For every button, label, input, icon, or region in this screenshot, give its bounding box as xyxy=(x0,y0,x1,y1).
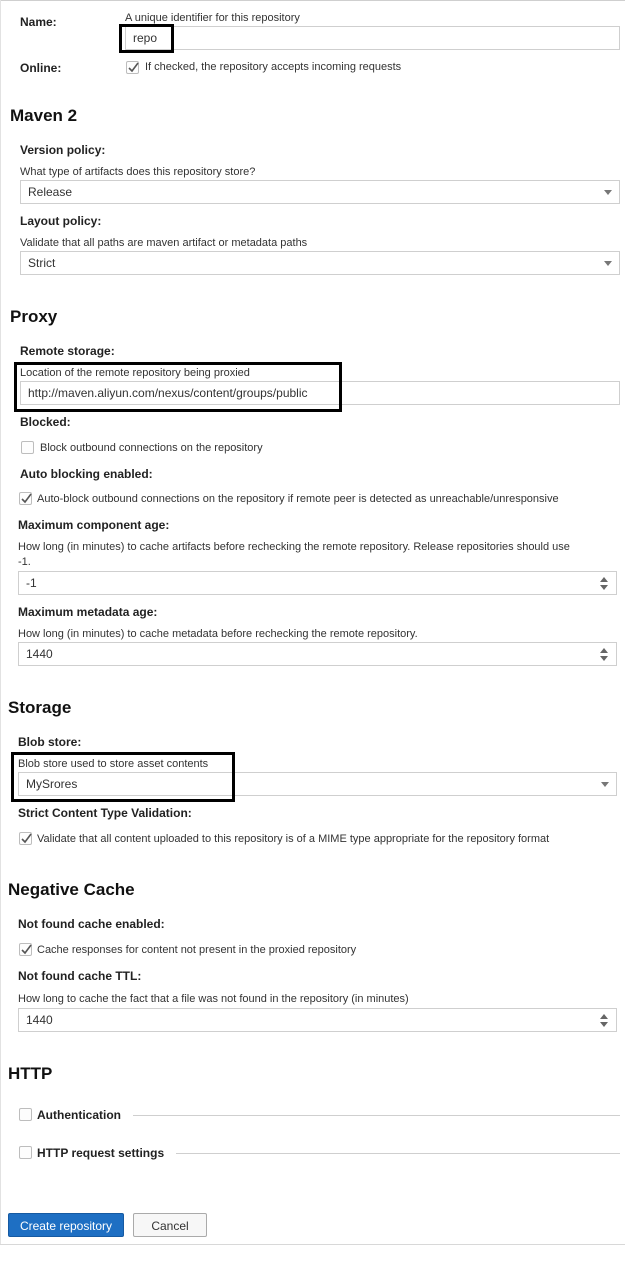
auto-blocking-label: Auto blocking enabled: xyxy=(20,467,153,481)
max-metadata-age-help: How long (in minutes) to cache metadata before rechecking the remote repository. xyxy=(18,628,418,640)
not-found-cache-label: Not found cache enabled: xyxy=(18,917,165,931)
top-border xyxy=(0,0,625,1)
spin-down-icon[interactable] xyxy=(600,1022,608,1027)
remote-storage-input[interactable]: http://maven.aliyun.com/nexus/content/groups/public xyxy=(20,381,620,405)
not-found-ttl-input[interactable] xyxy=(18,1008,617,1032)
spin-up-icon[interactable] xyxy=(600,648,608,653)
name-label: Name: xyxy=(20,15,57,29)
version-policy-label: Version policy: xyxy=(20,143,106,157)
not-found-ttl-label: Not found cache TTL: xyxy=(18,969,142,983)
version-policy-help: What type of artifacts does this repository store? xyxy=(20,166,256,178)
max-metadata-age-label: Maximum metadata age: xyxy=(18,605,158,619)
layout-policy-help: Validate that all paths are maven artifact or metadata paths xyxy=(20,237,308,249)
online-label: Online: xyxy=(20,61,62,75)
section-proxy: Proxy xyxy=(10,307,58,326)
name-help: A unique identifier for this repository xyxy=(125,12,300,24)
chevron-down-icon xyxy=(604,261,612,266)
strict-content-checkbox[interactable] xyxy=(19,832,32,845)
section-http: HTTP xyxy=(8,1064,53,1083)
strict-content-label: Strict Content Type Validation: xyxy=(18,806,192,820)
max-metadata-age-input[interactable] xyxy=(18,642,617,666)
spin-down-icon[interactable] xyxy=(600,585,608,590)
not-found-cache-text: Cache responses for content not present in the proxied repository xyxy=(37,944,357,956)
auto-blocking-checkbox[interactable] xyxy=(19,492,32,505)
layout-policy-select[interactable] xyxy=(20,251,620,275)
name-input[interactable]: repo xyxy=(125,26,620,50)
max-component-age-help-cont: -1. xyxy=(18,556,31,568)
check-icon xyxy=(127,61,140,74)
remote-storage-label: Remote storage: xyxy=(20,344,115,358)
not-found-cache-checkbox[interactable] xyxy=(19,943,32,956)
chevron-down-icon xyxy=(604,190,612,195)
remote-storage-help: Location of the remote repository being proxied xyxy=(20,367,250,379)
version-policy-value: Release xyxy=(28,185,73,199)
fieldset-divider xyxy=(176,1153,620,1154)
blob-store-select[interactable] xyxy=(18,772,617,796)
blocked-label: Blocked: xyxy=(20,415,71,429)
cancel-button[interactable]: Cancel xyxy=(133,1213,207,1237)
http-request-settings-checkbox[interactable] xyxy=(19,1146,32,1159)
auto-blocking-text: Auto-block outbound connections on the repository if remote peer is detected as unreachable/unresponsive xyxy=(37,493,559,505)
authentication-label[interactable]: Authentication xyxy=(37,1108,121,1122)
authentication-checkbox[interactable] xyxy=(19,1108,32,1121)
max-component-age-input[interactable] xyxy=(18,571,617,595)
blocked-checkbox[interactable] xyxy=(21,441,34,454)
create-repository-button[interactable]: Create repository xyxy=(8,1213,124,1237)
check-icon xyxy=(20,492,33,505)
not-found-ttl-value: 1440 xyxy=(26,1013,53,1027)
chevron-down-icon xyxy=(601,782,609,787)
check-icon xyxy=(20,832,33,845)
layout-policy-value: Strict xyxy=(28,256,56,270)
left-edge xyxy=(0,0,1,1245)
blob-store-value: MySrores xyxy=(26,777,78,791)
max-component-age-label: Maximum component age: xyxy=(18,518,170,532)
fieldset-divider xyxy=(133,1115,620,1116)
spin-up-icon[interactable] xyxy=(600,1014,608,1019)
http-request-settings-label[interactable]: HTTP request settings xyxy=(37,1146,165,1160)
blob-store-help: Blob store used to store asset contents xyxy=(18,758,209,770)
section-maven2: Maven 2 xyxy=(10,106,78,125)
online-checkbox[interactable] xyxy=(126,61,139,74)
max-component-age-help: How long (in minutes) to cache artifacts before rechecking the remote repository. Release repositories should use xyxy=(18,541,570,553)
max-metadata-age-value: 1440 xyxy=(26,647,53,661)
blocked-text: Block outbound connections on the repository xyxy=(40,442,263,454)
spin-up-icon[interactable] xyxy=(600,577,608,582)
version-policy-select[interactable] xyxy=(20,180,620,204)
section-negative-cache: Negative Cache xyxy=(8,880,135,899)
blob-store-label: Blob store: xyxy=(18,735,82,749)
bottom-rule xyxy=(0,1244,625,1245)
spin-down-icon[interactable] xyxy=(600,656,608,661)
max-component-age-value: -1 xyxy=(26,576,37,590)
online-text: If checked, the repository accepts incoming requests xyxy=(145,61,402,73)
check-icon xyxy=(20,943,33,956)
not-found-ttl-help: How long to cache the fact that a file was not found in the repository (in minutes) xyxy=(18,993,409,1005)
section-storage: Storage xyxy=(8,698,72,717)
layout-policy-label: Layout policy: xyxy=(20,214,102,228)
strict-content-text: Validate that all content uploaded to this repository is of a MIME type appropriate for the repository format xyxy=(37,833,550,845)
